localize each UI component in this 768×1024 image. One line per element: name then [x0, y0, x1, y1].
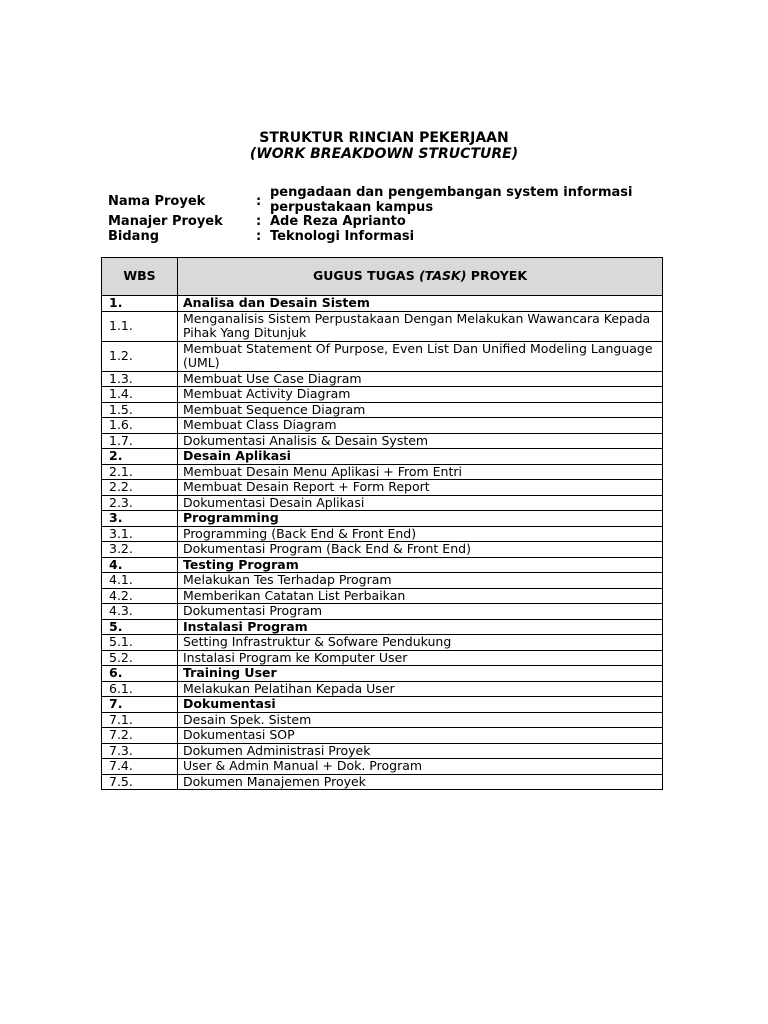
table-row — [102, 526, 663, 542]
table-row — [102, 681, 663, 697]
wbs-code: 1. — [102, 296, 178, 312]
table-row — [102, 387, 663, 403]
table-row — [102, 341, 663, 371]
wbs-code: 2.2. — [102, 480, 178, 496]
wbs-code: 7.3. — [102, 743, 178, 759]
wbs-code: 4.1. — [102, 573, 178, 589]
task-description: Menganalisis Sistem Perpustakaan Dengan Melakukan Wawancara Kepada Pihak Yang Ditunjuk — [178, 311, 663, 341]
task-description: Dokumentasi Program — [178, 604, 663, 620]
table-row — [102, 402, 663, 418]
task-description: Dokumentasi Analisis & Desain System — [178, 433, 663, 449]
table-row-heading — [102, 557, 663, 573]
wbs-code: 7.2. — [102, 728, 178, 744]
project-name-value: pengadaan dan pengembangan system informasi perpustakaan kampus — [270, 185, 633, 215]
wbs-code: 1.2. — [102, 341, 178, 371]
wbs-table — [101, 257, 663, 790]
table-row-heading — [102, 619, 663, 635]
table-row-heading — [102, 511, 663, 527]
table-row — [102, 759, 663, 775]
task-description: Membuat Use Case Diagram — [178, 371, 663, 387]
wbs-code: 3. — [102, 511, 178, 527]
wbs-code: 6.1. — [102, 681, 178, 697]
wbs-code: 7.4. — [102, 759, 178, 775]
task-description: Melakukan Pelatihan Kepada User — [178, 681, 663, 697]
wbs-code: 5.2. — [102, 650, 178, 666]
table-row-heading — [102, 296, 663, 312]
colon: : — [256, 194, 262, 209]
wbs-code: 3.1. — [102, 526, 178, 542]
task-description: Analisa dan Desain Sistem — [178, 296, 663, 312]
table-row — [102, 604, 663, 620]
document-title: STRUKTUR RINCIAN PEKERJAAN — [259, 130, 509, 146]
wbs-code: 6. — [102, 666, 178, 682]
table-row — [102, 588, 663, 604]
task-description: Training User — [178, 666, 663, 682]
wbs-code: 5.1. — [102, 635, 178, 651]
wbs-column-header: WBS — [102, 258, 178, 296]
task-description: User & Admin Manual + Dok. Program — [178, 759, 663, 775]
colon: : — [256, 214, 262, 229]
task-description: Memberikan Catatan List Perbaikan — [178, 588, 663, 604]
task-description: Membuat Desain Report + Form Report — [178, 480, 663, 496]
project-field-label: Bidang — [108, 229, 160, 244]
table-row — [102, 728, 663, 744]
task-description: Dokumentasi — [178, 697, 663, 713]
task-description: Membuat Activity Diagram — [178, 387, 663, 403]
wbs-code: 5. — [102, 619, 178, 635]
wbs-code: 1.4. — [102, 387, 178, 403]
wbs-code: 1.7. — [102, 433, 178, 449]
colon: : — [256, 229, 262, 244]
task-column-header: GUGUS TUGAS (TASK) PROYEK — [178, 258, 663, 296]
table-row — [102, 774, 663, 790]
wbs-code: 4.3. — [102, 604, 178, 620]
table-row — [102, 433, 663, 449]
task-description: Dokumentasi Program (Back End & Front End) — [178, 542, 663, 558]
table-row — [102, 635, 663, 651]
document-subtitle: (WORK BREAKDOWN STRUCTURE) — [249, 146, 519, 162]
task-description: Membuat Class Diagram — [178, 418, 663, 434]
task-description: Membuat Sequence Diagram — [178, 402, 663, 418]
task-description: Desain Spek. Sistem — [178, 712, 663, 728]
table-row — [102, 311, 663, 341]
project-field-value: Teknologi Informasi — [270, 229, 415, 244]
wbs-code: 7.5. — [102, 774, 178, 790]
wbs-code: 1.5. — [102, 402, 178, 418]
table-row — [102, 464, 663, 480]
table-row — [102, 480, 663, 496]
task-description: Dokumentasi Desain Aplikasi — [178, 495, 663, 511]
task-description: Programming (Back End & Front End) — [178, 526, 663, 542]
table-row-heading — [102, 449, 663, 465]
task-description: Dokumen Administrasi Proyek — [178, 743, 663, 759]
table-row-heading — [102, 697, 663, 713]
wbs-code: 1.6. — [102, 418, 178, 434]
wbs-code: 2.3. — [102, 495, 178, 511]
task-description: Dokumentasi SOP — [178, 728, 663, 744]
task-description: Instalasi Program — [178, 619, 663, 635]
project-name-label: Nama Proyek — [108, 194, 206, 209]
wbs-code: 4.2. — [102, 588, 178, 604]
project-field-row — [108, 229, 668, 244]
wbs-code: 7. — [102, 697, 178, 713]
table-row — [102, 712, 663, 728]
wbs-code: 2.1. — [102, 464, 178, 480]
table-row — [102, 743, 663, 759]
project-manager-value: Ade Reza Aprianto — [270, 214, 406, 229]
project-manager-label: Manajer Proyek — [108, 214, 223, 229]
wbs-code: 4. — [102, 557, 178, 573]
wbs-code: 7.1. — [102, 712, 178, 728]
task-description: Desain Aplikasi — [178, 449, 663, 465]
wbs-code: 1.3. — [102, 371, 178, 387]
task-description: Membuat Statement Of Purpose, Even List Dan Unified Modeling Language (UML) — [178, 341, 663, 371]
task-description: Melakukan Tes Terhadap Program — [178, 573, 663, 589]
table-row — [102, 573, 663, 589]
task-description: Membuat Desain Menu Aplikasi + From Entri — [178, 464, 663, 480]
table-row — [102, 418, 663, 434]
wbs-code: 2. — [102, 449, 178, 465]
task-description: Instalasi Program ke Komputer User — [178, 650, 663, 666]
wbs-code: 1.1. — [102, 311, 178, 341]
wbs-table-body — [102, 296, 663, 790]
table-row — [102, 542, 663, 558]
task-description: Setting Infrastruktur & Sofware Pendukung — [178, 635, 663, 651]
task-description: Testing Program — [178, 557, 663, 573]
task-description: Programming — [178, 511, 663, 527]
table-row-heading — [102, 666, 663, 682]
table-row — [102, 650, 663, 666]
task-description: Dokumen Manajemen Proyek — [178, 774, 663, 790]
wbs-code: 3.2. — [102, 542, 178, 558]
table-row — [102, 495, 663, 511]
table-row — [102, 371, 663, 387]
project-manager-row — [108, 214, 668, 229]
